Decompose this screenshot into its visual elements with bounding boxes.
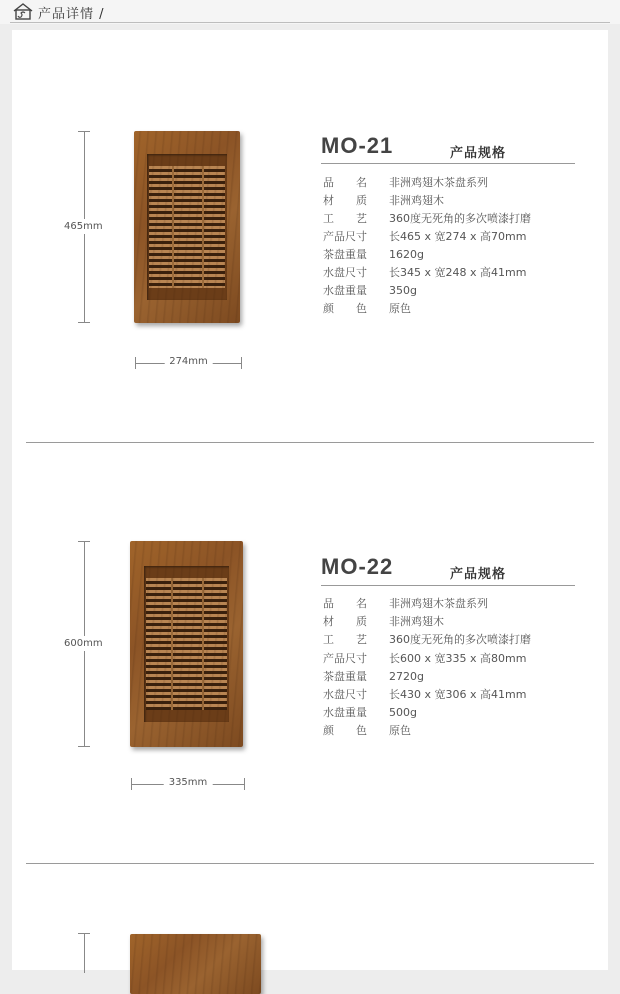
breadcrumb: [38, 3, 105, 22]
spec-value: 长600 x 宽335 x 高80mm: [389, 652, 527, 665]
spec-row: [323, 631, 531, 647]
model-number: MO-22: [321, 554, 394, 579]
spec-row: [323, 264, 526, 280]
spec-value: 360度无死角的多次喷漆打磨: [389, 633, 531, 646]
spec-key: 颜 色: [323, 302, 367, 315]
top-divider: [10, 22, 610, 23]
spec-value: 长430 x 宽306 x 高41mm: [389, 688, 527, 701]
section-divider: [26, 442, 594, 443]
spec-row: [323, 704, 417, 720]
product-section: [12, 30, 608, 450]
spec-row: [323, 246, 424, 262]
spec-value: 非洲鸡翅木茶盘系列: [389, 597, 488, 610]
breadcrumb-separator: /: [99, 7, 105, 22]
spec-key: 水盘尺寸: [323, 266, 367, 279]
section-divider: [26, 863, 594, 864]
top-bar: [0, 0, 620, 24]
spec-key: 工 艺: [323, 633, 367, 646]
product-image: [130, 934, 261, 994]
spec-key: 水盘尺寸: [323, 688, 367, 701]
spec-key: 产品尺寸: [323, 652, 367, 665]
width-dimension: [131, 777, 245, 791]
height-label: 600mm: [64, 638, 103, 649]
breadcrumb-title: 产品详情: [38, 7, 95, 22]
spec-row: [323, 722, 411, 738]
spec-key: 水盘重量: [323, 284, 367, 297]
spec-key: 茶盘重量: [323, 670, 367, 683]
spec-row: [323, 210, 531, 226]
spec-row: [323, 595, 488, 611]
spec-key: 材 质: [323, 615, 367, 628]
spec-title: 产品规格: [450, 146, 507, 161]
product-section-partial: [12, 870, 608, 970]
spec-title-underline: [321, 163, 575, 164]
spec-value: 非洲鸡翅木茶盘系列: [389, 176, 488, 189]
spec-key: 茶盘重量: [323, 248, 367, 261]
width-label: 274mm: [164, 356, 213, 367]
spec-title: 产品规格: [450, 567, 507, 582]
spec-value: 非洲鸡翅木: [389, 194, 444, 207]
spec-row: [323, 192, 444, 208]
spec-row: [323, 668, 424, 684]
model-number: MO-21: [321, 133, 394, 158]
spec-row: [323, 300, 411, 316]
spec-value: 500g: [389, 706, 417, 719]
spec-row: [323, 613, 444, 629]
spec-row: [323, 228, 526, 244]
spec-key: 工 艺: [323, 212, 367, 225]
spec-key: 颜 色: [323, 724, 367, 737]
spec-value: 350g: [389, 284, 417, 297]
spec-value: 1620g: [389, 248, 424, 261]
spec-key: 水盘重量: [323, 706, 367, 719]
spec-key: 品 名: [323, 597, 367, 610]
spec-value: 长465 x 宽274 x 高70mm: [389, 230, 527, 243]
spec-value: 长345 x 宽248 x 高41mm: [389, 266, 527, 279]
spec-value: 原色: [389, 302, 411, 315]
spec-key: 品 名: [323, 176, 367, 189]
product-detail-panel: [12, 30, 608, 970]
spec-row: [323, 282, 417, 298]
height-label: 465mm: [64, 221, 103, 232]
width-dimension: [135, 356, 242, 370]
spec-key: 材 质: [323, 194, 367, 207]
spec-row: [323, 174, 488, 190]
spec-value: 2720g: [389, 670, 424, 683]
spec-row: [323, 650, 526, 666]
home-icon[interactable]: [12, 2, 34, 20]
height-dimension: [74, 933, 94, 973]
spec-title-underline: [321, 585, 575, 586]
spec-value: 原色: [389, 724, 411, 737]
product-section: [12, 450, 608, 870]
spec-row: [323, 686, 526, 702]
width-label: 335mm: [164, 777, 213, 788]
product-image: [134, 131, 240, 323]
spec-key: 产品尺寸: [323, 230, 367, 243]
spec-value: 360度无死角的多次喷漆打磨: [389, 212, 531, 225]
product-image: [130, 541, 243, 747]
spec-value: 非洲鸡翅木: [389, 615, 444, 628]
